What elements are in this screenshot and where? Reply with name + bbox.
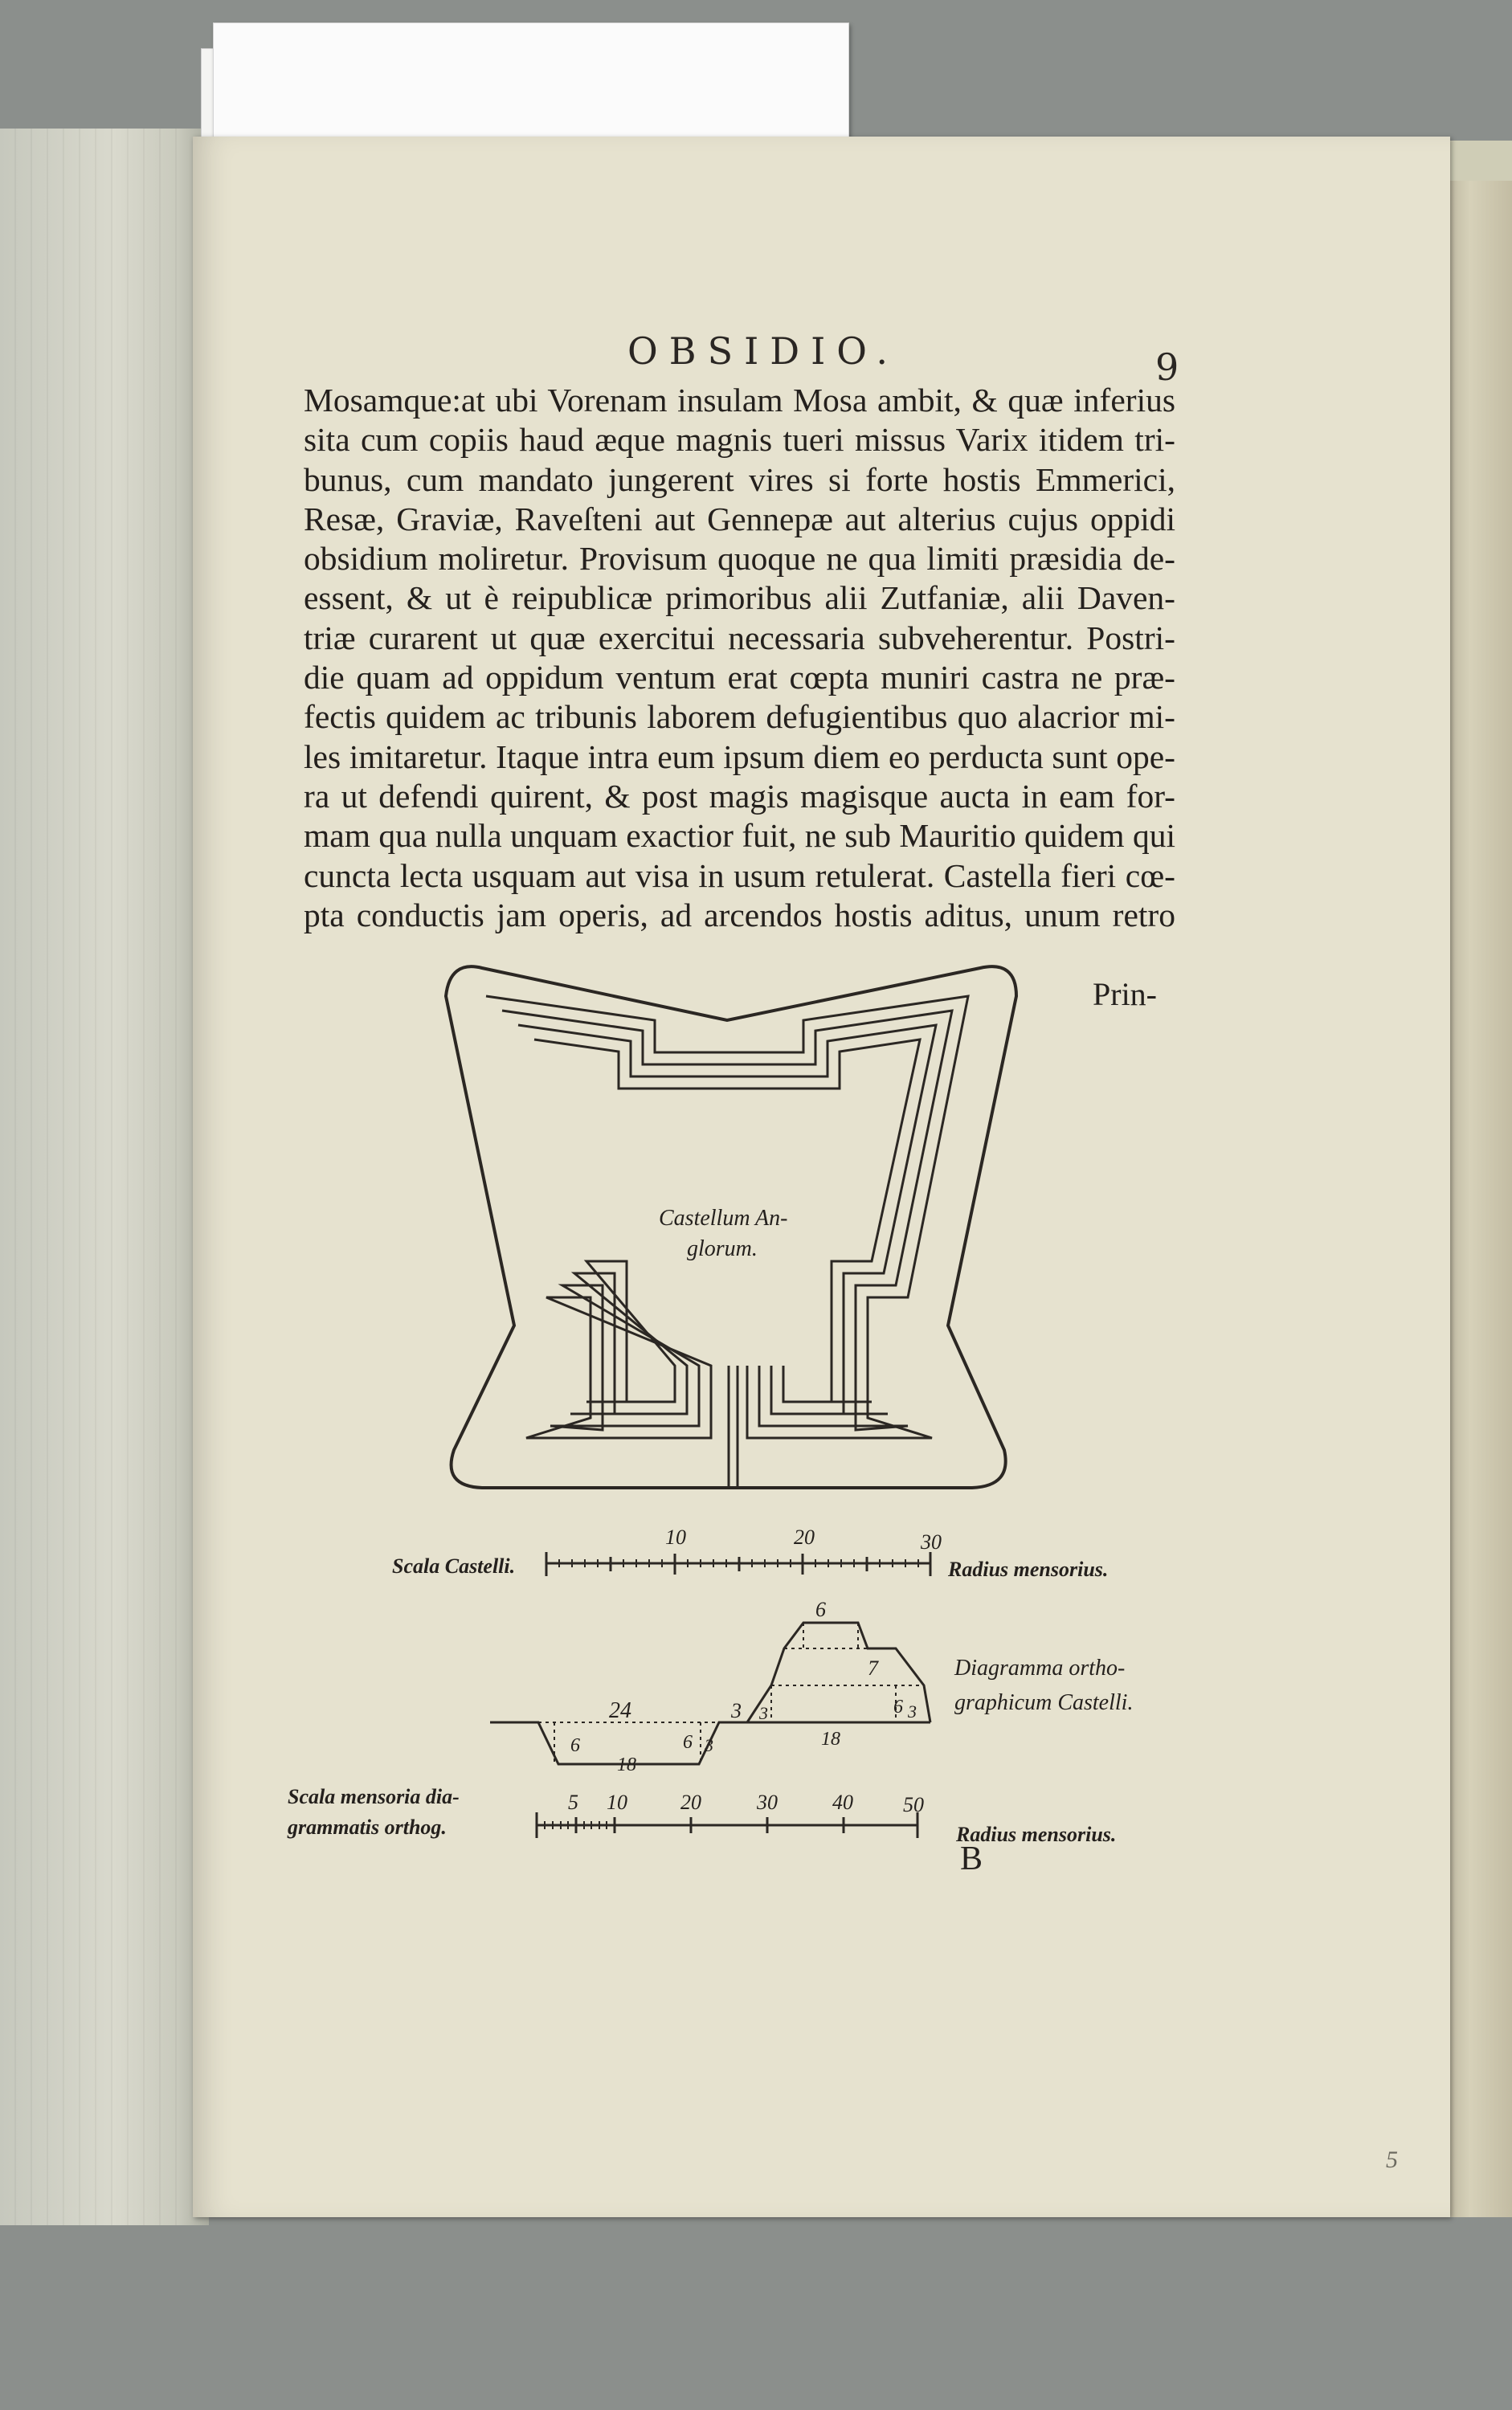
diagram-label: Diagramma ortho- (954, 1656, 1126, 1681)
text-line: ra ut defendi quirent, & post magis magisque aucta in eam for- (304, 777, 1175, 815)
profile-number: 18 (821, 1729, 840, 1750)
profile-number: 3 (705, 1735, 713, 1755)
running-head: OBSIDIO. (627, 329, 899, 373)
scale-diag-label: Scala mensoria dia- (288, 1785, 460, 1808)
text-line: cuncta lecta usquam aut visa in usum retulerat. Castella fieri cœ- (304, 856, 1175, 894)
text-line: essent, & ut è reipublicæ primoribus alii Zutfaniæ, alii Daven- (304, 579, 1175, 617)
profile-number: 24 (609, 1698, 631, 1723)
scale-tick-label: 30 (757, 1791, 778, 1814)
catchword: Prin- (1093, 976, 1157, 1012)
fort-label: Castellum An- (659, 1206, 788, 1231)
scale-tick-label: 10 (665, 1526, 686, 1549)
pencil-mark: 5 (1386, 2147, 1398, 2173)
profile-number: 18 (617, 1754, 636, 1775)
text-line: triæ curarent ut quæ exercitui necessaria subveherentur. Postri- (304, 619, 1175, 656)
scale-diag-bar (537, 1812, 917, 1838)
scale-tick-label: 40 (832, 1791, 853, 1814)
text-line: Resæ, Graviæ, Raveſteni aut Gennepæ aut alterius cujus oppidi (304, 500, 1175, 537)
scale-diag-label: grammatis orthog. (288, 1816, 447, 1839)
radius-label: Radius mensorius. (956, 1823, 1117, 1846)
scale-tick-label: 20 (680, 1791, 701, 1814)
scale-tick-label: 5 (568, 1791, 578, 1814)
scale-tick-label: 20 (794, 1526, 815, 1549)
fort-label: glorum. (687, 1236, 758, 1261)
scale-tick-label: 30 (921, 1530, 942, 1554)
scale-tick-label: 10 (607, 1791, 627, 1814)
radius-label: Radius mensorius. (948, 1558, 1109, 1581)
text-line: les imitaretur. Itaque intra eum ipsum diem eo perducta sunt ope- (304, 737, 1175, 775)
text-line: sita cum copiis haud æque magnis tueri missus Varix itidem tri- (304, 421, 1175, 459)
scale-tick-label: 50 (903, 1793, 924, 1816)
text-line: bunus, cum mandato jungerent vires si forte hostis Emmerici, (304, 460, 1175, 498)
scale-castelli-bar (546, 1552, 930, 1576)
text-line: Mosamque:at ubi Vorenam insulam Mosa ambit, & quæ inferius (304, 382, 1175, 419)
profile-number: 3 (759, 1703, 768, 1723)
profile-number: 6 (893, 1697, 903, 1718)
page-number: 9 (1155, 345, 1179, 389)
profile-number: 6 (683, 1732, 693, 1753)
text-line: pta conductis jam operis, ad arcendos hostis aditus, unum retro (304, 896, 1175, 933)
profile-number: 6 (815, 1598, 826, 1621)
profile-number: 3 (731, 1699, 742, 1722)
profile-number: 6 (570, 1735, 580, 1756)
profile-number: 3 (908, 1701, 917, 1722)
text-line: die quam ad oppidum ventum erat cœpta muniri castra ne præ- (304, 659, 1175, 696)
text-line: obsidium moliretur. Provisum quoque ne qua limiti præsidia de- (304, 540, 1175, 578)
text-line: fectis quidem ac tribunis laborem defugientibus quo alacrior mi- (304, 698, 1175, 736)
profile-number: 7 (868, 1656, 878, 1680)
text-line: mam qua nulla unquam exactior fuit, ne sub Mauritio quidem qui (304, 817, 1175, 855)
diagram-label: graphicum Castelli. (954, 1690, 1134, 1715)
scale-label: Scala Castelli. (392, 1554, 516, 1578)
signature-mark: B (960, 1840, 983, 1877)
